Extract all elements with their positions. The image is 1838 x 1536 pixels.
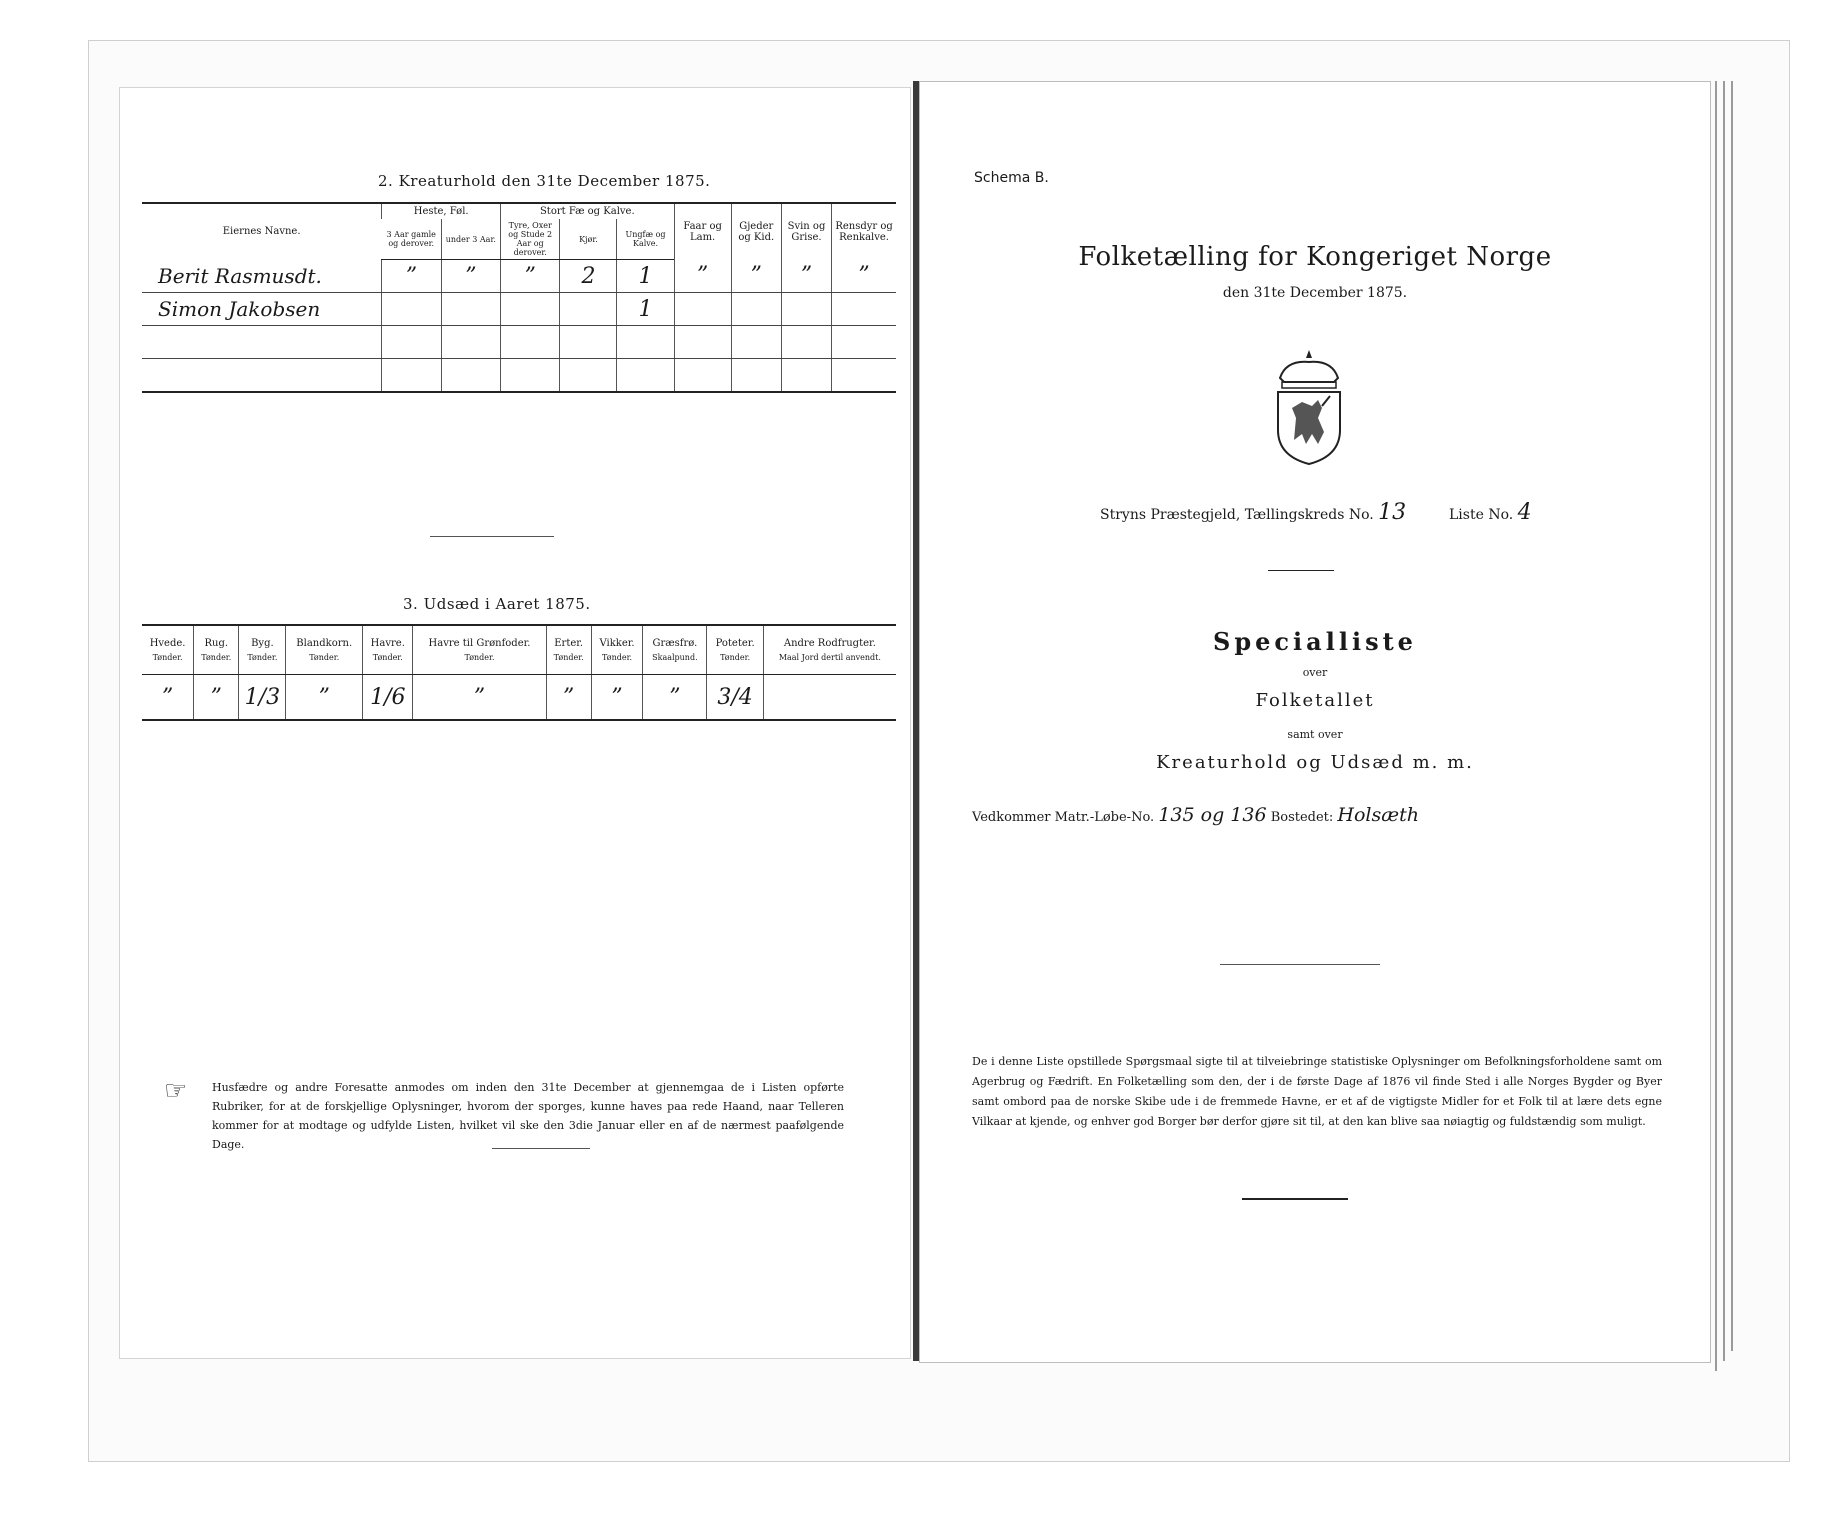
count-cell	[441, 326, 500, 359]
count-cell: 1	[617, 260, 674, 293]
seed-value-cell: ”	[591, 675, 643, 721]
count-cell	[501, 359, 560, 393]
seed-col-header	[643, 625, 707, 675]
col-horses-old: 3 Aar gamle og derover.	[382, 219, 441, 260]
count-cell	[832, 359, 896, 393]
seed-col-unit: Maal Jord dertil anvendt.	[778, 653, 881, 662]
count-cell	[501, 293, 560, 326]
count-cell	[501, 326, 560, 359]
over-text: over	[1302, 666, 1328, 679]
parish-line	[1100, 500, 1406, 525]
seed-col-unit: Skaalpund.	[652, 653, 698, 662]
matr-label: Vedkommer Matr.-Løbe-No.	[972, 810, 1155, 825]
col-young-cattle: Ungfæ og Kalve.	[617, 219, 674, 260]
col-bulls: Tyre, Oxer og Stude 2 Aar og derover.	[501, 219, 560, 260]
count-cell	[674, 293, 731, 326]
count-cell	[560, 293, 617, 326]
count-cell	[560, 326, 617, 359]
district-number: 13	[1378, 500, 1407, 525]
seed-col-name: Havre.	[370, 638, 405, 649]
count-cell: ”	[441, 260, 500, 293]
seed-col-name: Hvede.	[149, 638, 186, 649]
col-owner: Eiernes Navne.	[142, 203, 382, 260]
seed-value-cell: ”	[546, 675, 591, 721]
owner-name-cell	[142, 359, 382, 393]
matr-number: 135 og 136	[1158, 804, 1267, 826]
count-cell	[441, 293, 500, 326]
list-line	[1449, 500, 1532, 525]
seed-col-header	[239, 625, 286, 675]
seed-value-cell: ”	[194, 675, 239, 721]
seed-col-unit: Tønder.	[309, 653, 340, 662]
seed-value-cell: ”	[643, 675, 707, 721]
bosted-label: Bostedet:	[1270, 810, 1334, 825]
seed-col-name: Andre Rodfrugter.	[783, 638, 876, 649]
seed-col-name: Poteter.	[715, 638, 755, 649]
pointing-hand-icon: ☞	[164, 1076, 188, 1106]
seed-col-name: Erter.	[554, 638, 584, 649]
count-cell	[382, 326, 441, 359]
seed-title: 3. Udsæd i Aaret 1875.	[403, 595, 591, 613]
table-row	[142, 326, 896, 359]
samt-over-text: samt over	[1287, 728, 1343, 741]
count-cell: ”	[731, 260, 781, 293]
divider	[430, 536, 554, 537]
count-cell: ”	[501, 260, 560, 293]
livestock-table	[142, 202, 896, 393]
table-row	[142, 260, 896, 293]
divider	[1242, 1198, 1348, 1200]
seed-value-cell	[763, 675, 896, 721]
count-cell: 2	[560, 260, 617, 293]
page-edge	[1731, 81, 1733, 1351]
special-list-heading: Specialliste	[1213, 627, 1417, 656]
census-date: den 31te December 1875.	[1222, 285, 1408, 301]
census-title: Folketælling for Kongeriget Norge	[1078, 242, 1552, 272]
seed-col-header	[286, 625, 363, 675]
seed-col-name: Græsfrø.	[652, 638, 698, 649]
seed-col-unit: Tønder.	[152, 653, 183, 662]
seed-col-header	[194, 625, 239, 675]
seed-col-unit: Tønder.	[201, 653, 232, 662]
matr-line	[972, 804, 1419, 826]
list-label: Liste No.	[1449, 507, 1514, 523]
page-edge	[1723, 81, 1725, 1361]
parish-label: Stryns Præstegjeld, Tællingskreds No.	[1100, 507, 1374, 523]
count-cell: ”	[674, 260, 731, 293]
col-cattle: Stort Fæ og Kalve.	[501, 203, 675, 219]
count-cell: ”	[832, 260, 896, 293]
count-cell	[781, 326, 831, 359]
seed-value-cell: 1/6	[363, 675, 413, 721]
seed-table	[142, 624, 896, 721]
left-page	[119, 87, 911, 1359]
seed-value-cell: 1/3	[239, 675, 286, 721]
seed-col-unit: Tønder.	[247, 653, 278, 662]
table-row	[142, 293, 896, 326]
col-reindeer: Rensdyr og Renkalve.	[832, 203, 896, 260]
count-cell	[781, 293, 831, 326]
col-horses-young: under 3 Aar.	[441, 219, 500, 260]
seed-col-header	[763, 625, 896, 675]
count-cell	[382, 359, 441, 393]
page-edge	[1715, 81, 1717, 1371]
col-goats: Gjeder og Kid.	[731, 203, 781, 260]
seed-col-header	[546, 625, 591, 675]
divider	[1268, 570, 1334, 571]
seed-col-header	[591, 625, 643, 675]
folketallet-text: Folketallet	[1255, 690, 1375, 711]
count-cell: ”	[382, 260, 441, 293]
schema-label: Schema B.	[974, 170, 1049, 186]
owner-name-cell	[142, 326, 382, 359]
seed-col-unit: Tønder.	[602, 653, 633, 662]
count-cell	[832, 326, 896, 359]
count-cell: 1	[617, 293, 674, 326]
col-horses: Heste, Føl.	[382, 203, 501, 219]
col-pigs: Svin og Grise.	[781, 203, 831, 260]
seed-col-header	[363, 625, 413, 675]
seed-col-header	[142, 625, 194, 675]
owner-name-cell: Berit Rasmusdt.	[142, 260, 382, 293]
seed-col-name: Vikker.	[599, 638, 635, 649]
livestock-seed-text: Kreaturhold og Udsæd m. m.	[1156, 752, 1474, 773]
col-cows: Kjør.	[560, 219, 617, 260]
seed-col-header	[707, 625, 763, 675]
seed-col-name: Blandkorn.	[296, 638, 353, 649]
seed-col-name: Rug.	[204, 638, 229, 649]
seed-col-name: Byg.	[251, 638, 274, 649]
count-cell	[832, 293, 896, 326]
seed-col-name: Havre til Grønfoder.	[428, 638, 531, 649]
count-cell	[781, 359, 831, 393]
right-page	[919, 81, 1711, 1363]
seed-col-unit: Tønder.	[553, 653, 584, 662]
table-row	[142, 359, 896, 393]
seed-col-header	[413, 625, 546, 675]
count-cell	[674, 359, 731, 393]
seed-col-unit: Tønder.	[464, 653, 495, 662]
seed-value-cell: ”	[142, 675, 194, 721]
count-cell: ”	[781, 260, 831, 293]
seed-value-cell: ”	[286, 675, 363, 721]
count-cell	[560, 359, 617, 393]
seed-col-unit: Tønder.	[720, 653, 751, 662]
list-number: 4	[1517, 500, 1532, 525]
count-cell	[382, 293, 441, 326]
seed-value-cell: ”	[413, 675, 546, 721]
scan-sheet	[88, 40, 1790, 1462]
norway-lion-crest-icon	[1266, 348, 1352, 468]
count-cell	[617, 359, 674, 393]
col-sheep: Faar og Lam.	[674, 203, 731, 260]
count-cell	[731, 359, 781, 393]
count-cell	[617, 326, 674, 359]
livestock-title: 2. Kreaturhold den 31te December 1875.	[378, 172, 711, 190]
count-cell	[674, 326, 731, 359]
count-cell	[731, 326, 781, 359]
owner-name-cell: Simon Jakobsen	[142, 293, 382, 326]
purpose-note: De i denne Liste opstillede Spørgsmaal sigte til at tilveiebringe statistiske Oplysninger om Befolkningsforholdene samt om Agerbrug og Fædrift. En Folketælling som den, der i de første Dage af 1876 vil finde Sted i alle Norges Bygder og Byer samt ombord paa de norske Skibe ude i de fremmede Havne, er et af de vigtigste Midler for et Folk til at lære dets egne Vilkaar at kjende, og enhver god Borger bør derfor gjøre sit til, at den kan blive saa nøiagtig og fuldstændig som muligt.	[972, 1055, 1662, 1128]
bosted-value: Holsæth	[1337, 804, 1419, 826]
count-cell	[731, 293, 781, 326]
instructions-note: Husfædre og andre Foresatte anmodes om inden den 31te December at gjennemgaa de i Listen opførte Rubriker, for at de forskjellige Oplysninger, hvorom der sporges, kunne haves paa rede Haand, naar Telleren kommer for at modtage og udfylde Listen, hvilket vil ske den 3die Januar eller en af de nærmest paafølgende Dage.	[212, 1081, 844, 1151]
seed-value-cell: 3/4	[707, 675, 763, 721]
divider	[1220, 964, 1380, 965]
count-cell	[441, 359, 500, 393]
seed-col-unit: Tønder.	[372, 653, 403, 662]
